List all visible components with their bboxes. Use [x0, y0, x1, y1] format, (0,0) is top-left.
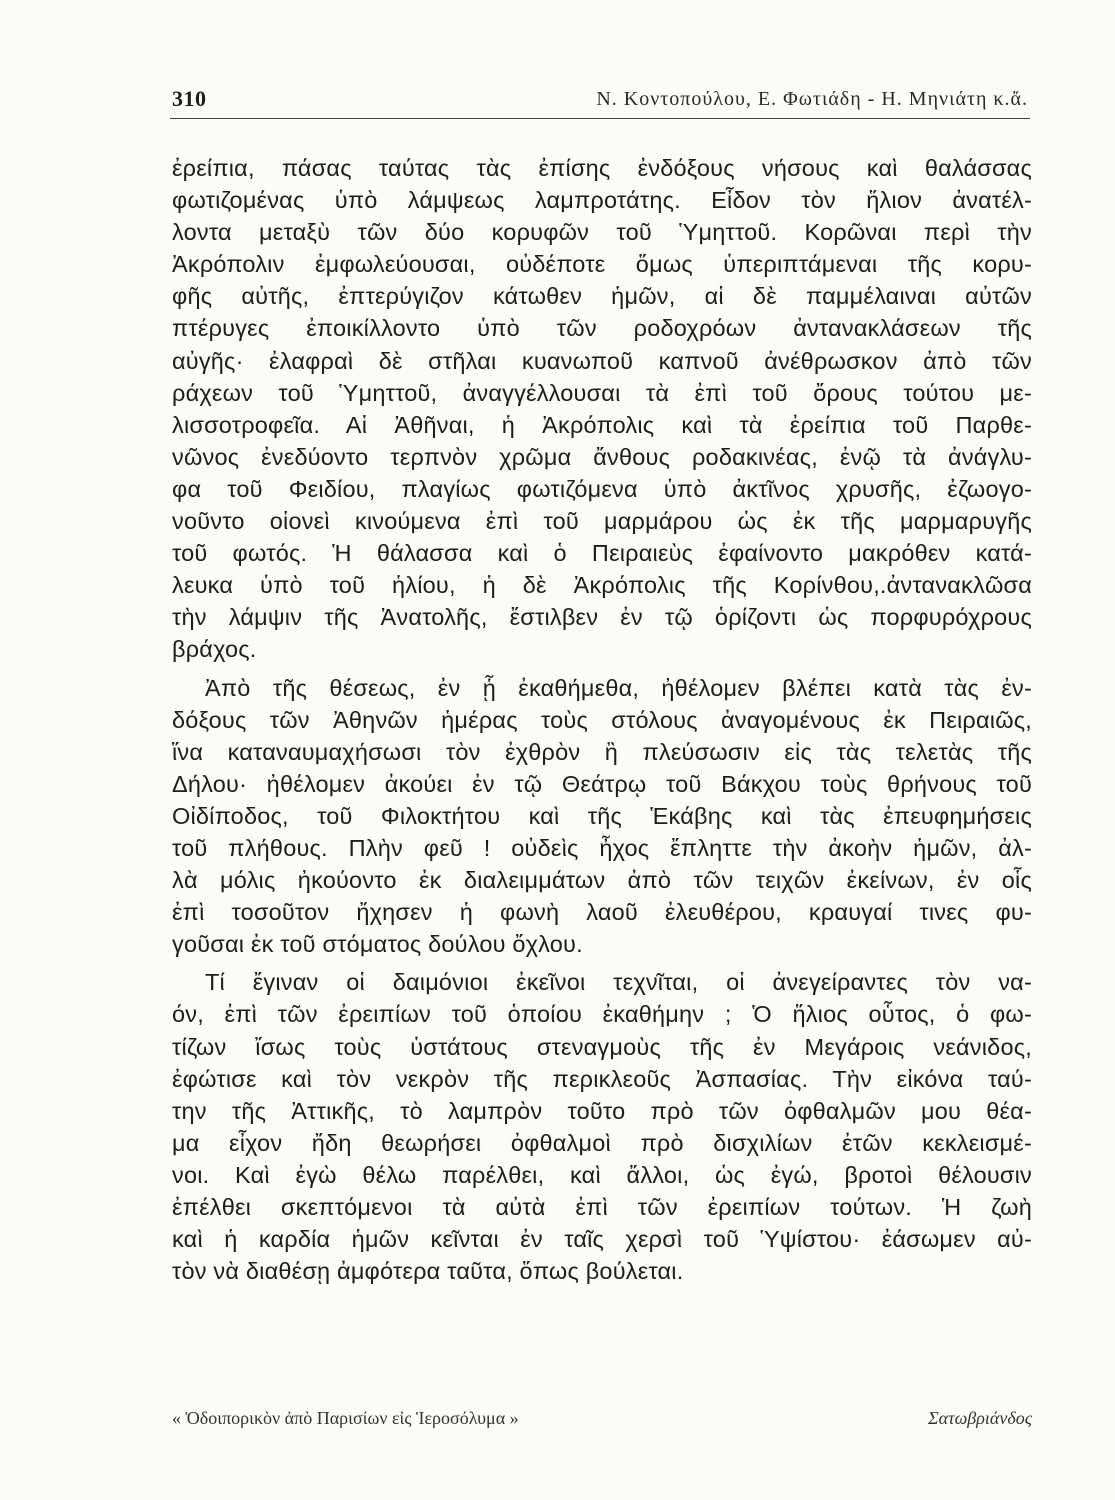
text-line: Δήλου· ἠθέλομεν ἀκούει ἐν τῷ Θεάτρῳ τοῦ Βάκχου τοὺς θρήνους τοῦ: [172, 770, 1032, 797]
text-line: δόξους τῶν Ἀθηνῶν ἡμέρας τοὺς στόλους ἀναγομένους ἐκ Πειραιῶς,: [172, 706, 1032, 733]
running-head: Ν. Κοντοπούλου, Ε. Φωτιάδη - Η. Μηνιάτη κ.ἄ.: [596, 88, 1028, 110]
text-line: Οἰδίποδος, τοῦ Φιλοκτήτου καὶ τῆς Ἑκάβης καὶ τὰς ἐπευφημήσεις: [172, 802, 1032, 829]
page-header: [170, 84, 1030, 119]
text-line: τίζων ἴσως τοὺς ὑστάτους στεναγμοὺς τῆς ἐν Μεγάροις νεάνιδος,: [172, 1033, 1032, 1060]
text-line: νοῦντο οἱονεὶ κινούμενα ἐπὶ τοῦ μαρμάρου ὡς ἐκ τῆς μαρμαρυγῆς: [172, 508, 1032, 535]
text-line: νῶνος ἐνεδύοντο τερπνὸν χρῶμα ἄνθους ροδακινέας, ἐνῷ τὰ ἀνάγλυ-: [172, 443, 1032, 470]
text-line: βράχος.: [172, 636, 257, 663]
text-line: λευκα ὑπὸ τοῦ ἡλίου, ἡ δὲ Ἀκρόπολις τῆς Κορίνθου,.ἀντανακλῶσα: [172, 572, 1032, 599]
paragraph: [172, 152, 1032, 666]
text-line: Τί ἔγιναν οἱ δαιμόνιοι ἐκεῖνοι τεχνῖται, οἱ ἀνεγείραντες τὸν να-: [205, 969, 1032, 996]
text-line: πτέρυγες ἐποικίλλοντο ὑπὸ τῶν ροδοχρόων ἀντανακλάσεων τῆς: [172, 315, 1032, 342]
text-line: Ἀπὸ τῆς θέσεως, ἐν ᾗ ἐκαθήμεθα, ἠθέλομεν βλέπει κατὰ τὰς ἐν-: [205, 674, 1032, 701]
text-line: την τῆς Ἀττικῆς, τὸ λαμπρὸν τοῦτο πρὸ τῶν ὀφθαλμῶν μου θέα-: [172, 1097, 1032, 1124]
text-line: φωτιζομένας ὑπὸ λάμψεως λαμπροτάτης. Εἶδον τὸν ἥλιον ἀνατέλ-: [172, 187, 1032, 214]
text-line: τοῦ φωτός. Ἡ θάλασσα καὶ ὁ Πειραιεὺς ἐφαίνοντο μακρόθεν κατά-: [172, 540, 1032, 567]
text-line: γοῦσαι ἐκ τοῦ στόματος δούλου ὄχλου.: [172, 931, 583, 958]
text-line: ἐπέλθει σκεπτόμενοι τὰ αὐτὰ ἐπὶ τῶν ἐρειπίων τούτων. Ἡ ζωὴ: [172, 1194, 1032, 1220]
text-line: τὸν νὰ διαθέσῃ ἀμφότερα ταῦτα, ὅπως βούλεται.: [172, 1258, 684, 1285]
text-line: ἐρείπια, πάσας ταύτας τὰς ἐπίσης ἐνδόξους νήσους καὶ θαλάσσας: [172, 155, 1032, 181]
text-line: λοντα μεταξὺ τῶν δύο κορυφῶν τοῦ Ὑμηττοῦ. Κορῶναι περὶ τὴν: [172, 219, 1032, 246]
text-line: λισσοτροφεῖα. Αἱ Ἀθῆναι, ἡ Ἀκρόπολις καὶ τὰ ἐρείπια τοῦ Παρθε-: [172, 411, 1032, 438]
paragraph: [172, 672, 1032, 961]
text-line: φα τοῦ Φειδίου, πλαγίως φωτιζόμενα ὑπὸ ἀκτῖνος χρυσῆς, ἐζωογο-: [172, 475, 1032, 502]
text-line: όν, ἐπὶ τῶν ἐρειπίων τοῦ ὁποίου ἐκαθήμην ; Ὁ ἥλιος οὗτος, ὁ φω-: [172, 1001, 1032, 1028]
text-line: Ἀκρόπολιν ἐμφωλεύουσαι, οὐδέποτε ὅμως ὑπεριπτάμεναι τῆς κορυ-: [172, 251, 1032, 278]
source-citation: « Ὁδοιπορικὸν ἀπὸ Παρισίων εἰς Ἱεροσόλυμα »: [172, 1408, 519, 1428]
text-line: ἐφώτισε καὶ τὸν νεκρὸν τῆς περικλεοῦς Ἀσπασίας. Τὴν εἰκόνα ταύ-: [172, 1065, 1032, 1092]
text-line: ἐπὶ τοσοῦτον ἤχησεν ἡ φωνὴ λαοῦ ἐλευθέρου, κραυγαί τινες φυ-: [172, 899, 1032, 926]
paragraph: [172, 966, 1032, 1287]
text-line: νοι. Καὶ ἐγὼ θέλω παρέλθει, καὶ ἄλλοι, ὡς ἐγώ, βροτοὶ θέλουσιν: [172, 1161, 1032, 1188]
text-line: λὰ μόλις ἠκούοντο ἐκ διαλειμμάτων ἀπὸ τῶν τειχῶν ἐκείνων, ἐν οἷς: [172, 867, 1032, 894]
text-line: καὶ ἡ καρδία ἡμῶν κεῖνται ἐν ταῖς χερσὶ τοῦ Ὑψίστου· ἐάσωμεν αὐ-: [172, 1226, 1032, 1253]
text-line: ράχεων τοῦ Ὑμηττοῦ, ἀναγγέλλουσαι τὰ ἐπὶ τοῦ ὄρους τούτου με-: [172, 379, 1032, 406]
text-line: μα εἶχον ἤδη θεωρήσει ὀφθαλμοὶ πρὸ δισχιλίων ἐτῶν κεκλεισμέ-: [172, 1129, 1032, 1156]
author-signature: Σατωβριάνδος: [927, 1408, 1032, 1428]
text-line: αὐγῆς· ἐλαφραὶ δὲ στῆλαι κυανωποῦ καπνοῦ ἀνέθρωσκον ἀπὸ τῶν: [172, 347, 1032, 374]
body-text: [172, 152, 1032, 1287]
text-line: τοῦ πλήθους. Πλὴν φεῦ ! οὐδεὶς ἦχος ἔπληττε τὴν ἀκοὴν ἡμῶν, ἀλ-: [172, 834, 1032, 861]
page-number: 310: [172, 86, 207, 111]
text-line: ἵνα καταναυμαχήσωσι τὸν ἐχθρὸν ἢ πλεύσωσιν εἰς τὰς τελετὰς τῆς: [172, 738, 1032, 765]
text-line: τὴν λάμψιν τῆς Ἀνατολῆς, ἔστιλβεν ἐν τῷ ὁρίζοντι ὡς πορφυρόχρους: [172, 604, 1032, 631]
text-line: φῆς αὐτῆς, ἐπτερύγιζον κάτωθεν ἡμῶν, αἱ δὲ παμμέλαιναι αὐτῶν: [172, 283, 1032, 310]
